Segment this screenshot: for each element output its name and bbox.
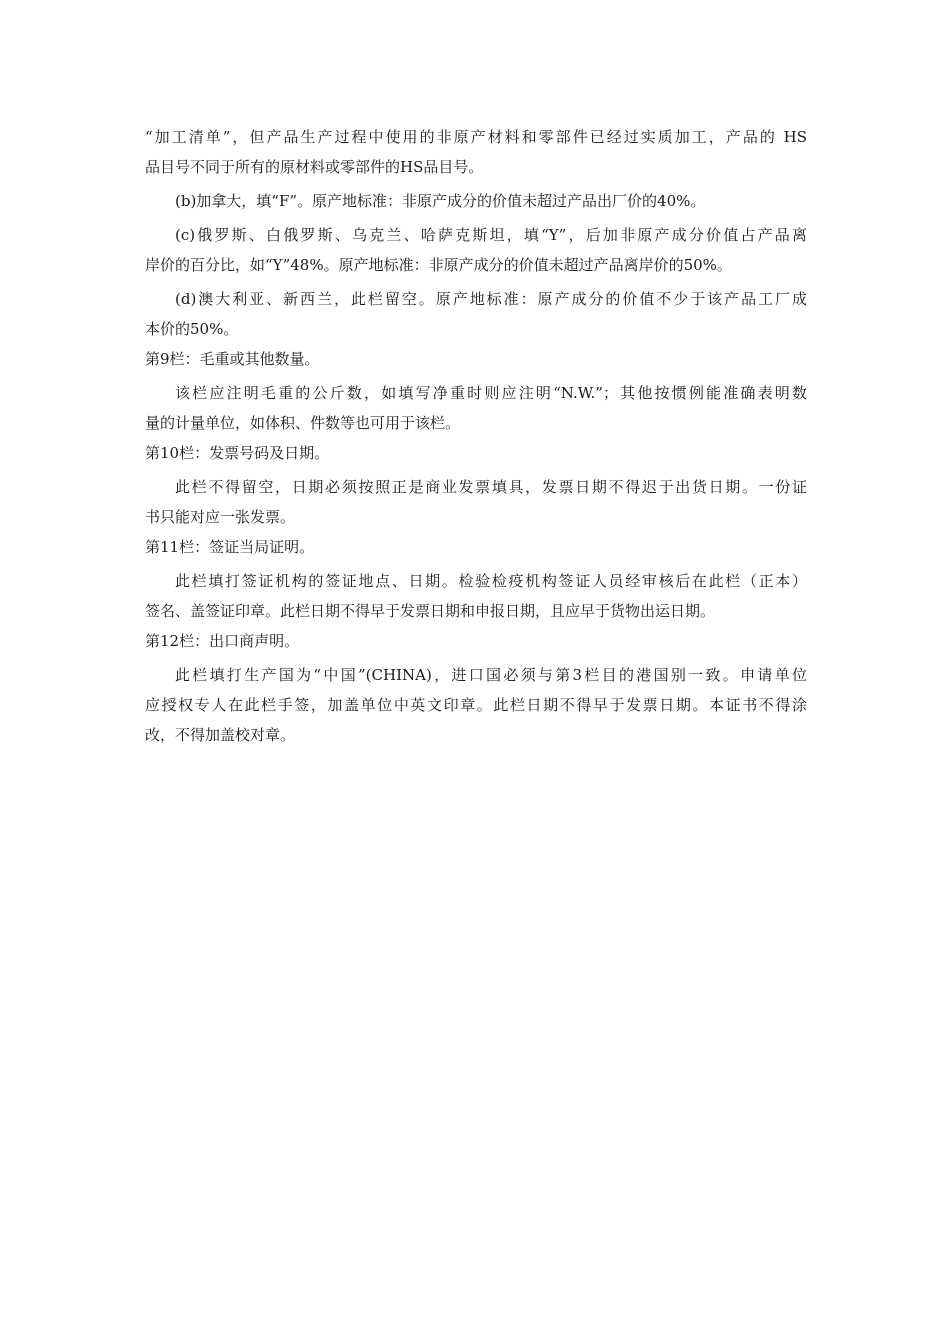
text-line: 本价的50%。 <box>145 320 239 338</box>
text-line: (d)澳大利亚、新西兰，此栏留空。原产地标准：原产成分的价值不少于该产品工厂成 <box>175 290 807 308</box>
text-line: 签名、盖签证印章。此栏日期不得早于发票日期和申报日期，且应早于货物出运日期。 <box>145 602 716 620</box>
text-line: 应授权专人在此栏手签，加盖单位中英文印章。此栏日期不得早于发票日期。本证书不得涂 <box>145 696 807 714</box>
text-line: 此栏填打签证机构的签证地点、日期。检验检疫机构签证人员经审核后在此栏（正本） <box>175 572 807 590</box>
text-line: 品目号不同于所有的原材料或零部件的HS品目号。 <box>145 158 484 176</box>
text-line: “加工清单”，但产品生产过程中使用的非原产材料和零部件已经过实质加工，产品的 HS <box>145 128 807 146</box>
text-line: 此栏填打生产国为“中国”(CHINA)，进口国必须与第3栏目的港国别一致。申请单位 <box>175 666 807 684</box>
text-line: (b)加拿大，填“F”。原产地标准：非原产成分的价值未超过产品出厂价的40%。 <box>175 192 706 210</box>
text-line: 第11栏：签证当局证明。 <box>145 538 315 556</box>
text-line: 该栏应注明毛重的公斤数，如填写净重时则应注明“N.W.”；其他按惯例能准确表明数 <box>175 384 807 402</box>
text-line: 第12栏：出口商声明。 <box>145 632 300 650</box>
text-line: (c)俄罗斯、白俄罗斯、乌克兰、哈萨克斯坦，填“Y”，后加非原产成分价值占产品离 <box>175 226 807 244</box>
document-body <box>145 122 807 750</box>
text-line: 此栏不得留空，日期必须按照正是商业发票填具，发票日期不得迟于出货日期。一份证 <box>175 478 807 496</box>
text-line: 书只能对应一张发票。 <box>145 508 296 526</box>
text-line: 岸价的百分比，如“Y”48%。原产地标准：非原产成分的价值未超过产品离岸价的50%。 <box>145 256 732 274</box>
text-line: 第9栏：毛重或其他数量。 <box>145 350 320 368</box>
text-line: 量的计量单位，如体积、件数等也可用于该栏。 <box>145 414 461 432</box>
text-line: 第10栏：发票号码及日期。 <box>145 444 330 462</box>
text-line: 改，不得加盖校对章。 <box>145 726 296 744</box>
